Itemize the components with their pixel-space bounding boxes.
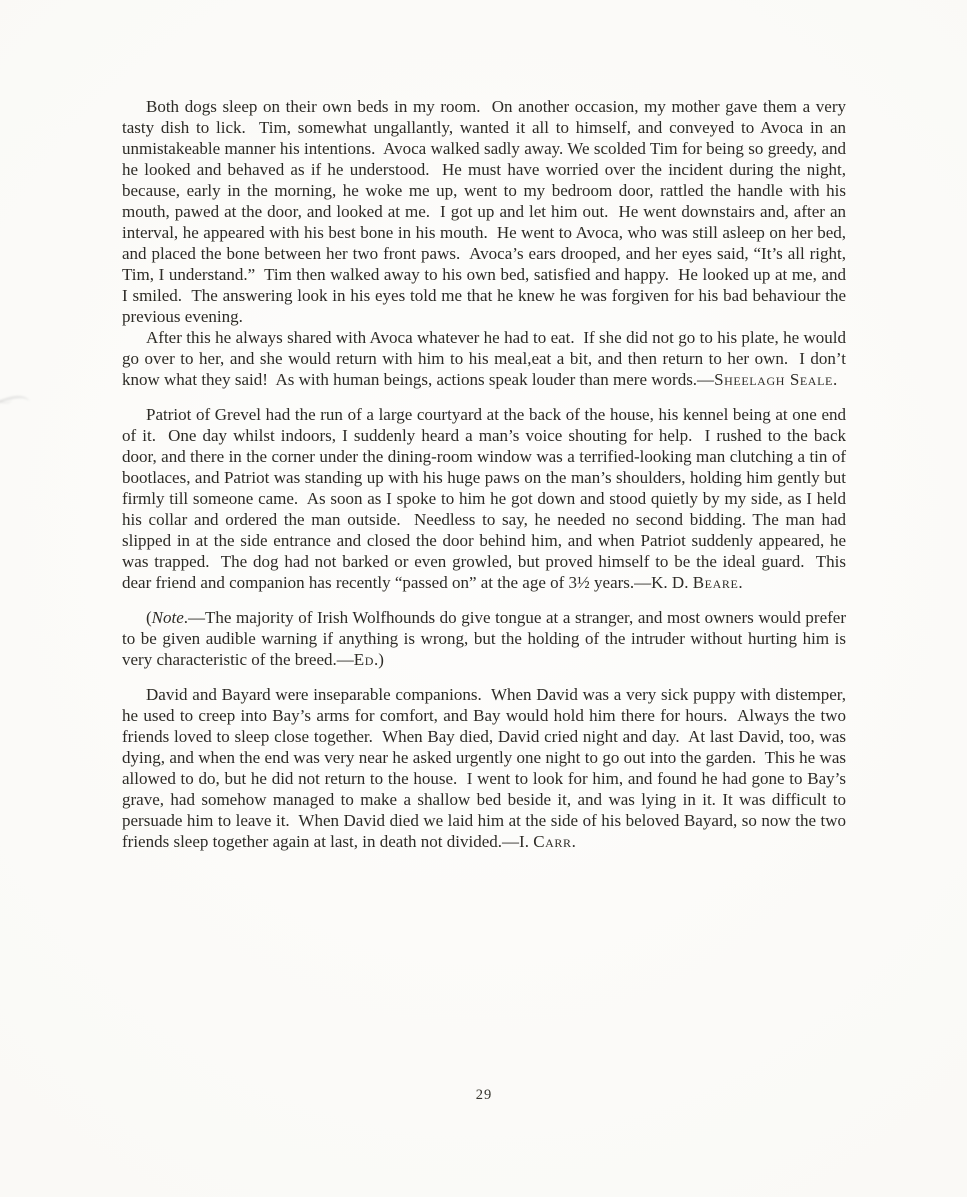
text-run: David and Bayard were inseparable companions. When David was a very sick puppy with distemper, he used to creep into Bay’s arms for comfort, and Bay would hold him there for hours. Always the two friends loved to sleep close together. When Bay died, David cried night and day. At last David, too, was dying, and when the end was very near he asked urgently one night to go out into the garden. This he was allowed to do, but he did not return to the house. I went to look for him, and found he had gone to Bay’s grave, had somehow managed to make a shallow bed beside it, and was lying in it. It was difficult to persuade him to leave it. When David died we laid him at the side of his beloved Bayard, so now the two friends sleep together again at last, in death not divided.—I. (122, 685, 851, 851)
editor-note-paragraph (122, 607, 851, 670)
text-run: Sheelagh Seale (714, 370, 833, 389)
page-number: 29 (475, 1087, 493, 1103)
text-run: Patriot of Grevel had the run of a large courtyard at the back of the house, his kennel being at one end of it. One day whilst indoors, I suddenly heard a man’s voice shouting for help. I rushed to the back door, and there in the corner under the dining-room window was a terrified-looking man clutching a tin of bootlaces, and Patriot was standing up with his huge paws on the man’s shoulders, holding him gently but firmly till someone came. As soon as I spoke to him he got down and stood quietly by my side, as I held his collar and ordered the man outside. Needless to say, he needed no second bidding. The man had slipped in at the side entrance and closed the door behind him, and when Patriot suddenly appeared, he was trapped. The dog had not barked or even growled, but proved himself to be the ideal guard. This dear friend and companion has recently “passed on” at the age of 3½ years.—K. D. (122, 405, 851, 592)
pencil-smudge-mark (0, 393, 35, 431)
text-run: .—The majority of Irish Wolfhounds do give tongue at a stranger, and most owners would prefer to be given audible warning if anything is wrong, but the holding of the intruder without hurting him is very characteristic of the breed.— (122, 608, 851, 669)
text-run: Ed (353, 650, 375, 669)
text-run: ( (146, 608, 152, 627)
patriot-story-paragraph (122, 404, 851, 593)
text-run: . (832, 370, 838, 389)
seale-story-paragraph-1 (122, 96, 851, 327)
carr-story-paragraph (122, 684, 851, 852)
text-run: Beare (692, 573, 739, 592)
text-run: Note (151, 608, 184, 627)
text-run: Carr (533, 832, 572, 851)
seale-story-paragraph-2 (122, 327, 851, 390)
text-run: Both dogs sleep on their own beds in my room. On another occasion, my mother gave them a very tasty dish to lick. Tim, somewhat ungallantly, wanted it all to himself, and conveyed to Avoca in an unmistakeable manner his intentions. Avoca walked sadly away. We scolded Tim for being so greedy, and he looked and behaved as if he understood. He must have worried over the incident during the night, because, early in the morning, he woke me up, went to my bedroom door, rattled the handle with his mouth, pawed at the door, and looked at me. I got up and let him out. He went downstairs and, after an interval, he appeared with his best bone in his mouth. He went to Avoca, who was still asleep on her bed, and placed the bone between her two front paws. Avoca’s ears drooped, and her eyes said, “It’s all right, Tim, I understand.” Tim then walked away to his own bed, satisfied and happy. He looked up at me, and I smiled. The answering look in his eyes told me that he knew he was forgiven for his bad behaviour the previous evening. (122, 97, 851, 326)
text-run: .) (374, 650, 384, 669)
text-run: . (738, 573, 743, 592)
page-text-block (122, 96, 851, 852)
text-run: . (571, 832, 576, 851)
text-run: After this he always shared with Avoca whatever he had to eat. If she did not go to his plate, he would go over to her, and she would return with him to his meal,eat a bit, and then return to her own. I don’t know what they said! As with human beings, actions speak louder than mere words.— (122, 328, 851, 389)
